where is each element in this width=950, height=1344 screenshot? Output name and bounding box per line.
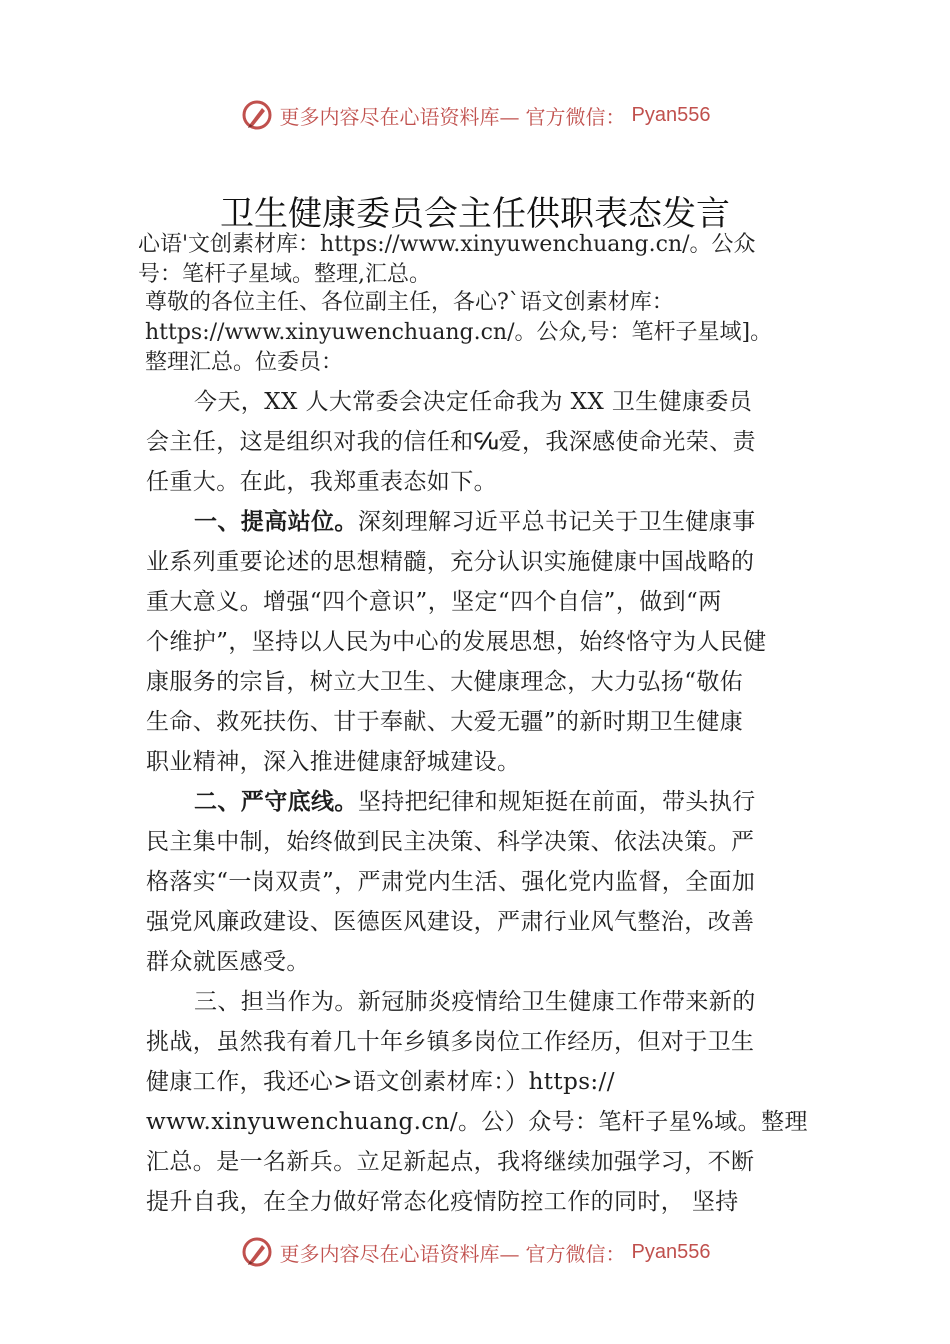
source-note-line: 号：笔杆子星域。整理,汇总。 xyxy=(138,262,431,287)
source-note xyxy=(138,230,756,290)
text-segment: 深刻理解习近平总书记关于卫生健康事 xyxy=(357,509,756,535)
text-line: 会主任，这是组织对我的信任和℆爱，我深感使命光荣、责 xyxy=(146,429,756,455)
document-title: 卫生健康委员会主任供职表态发言 xyxy=(220,194,730,234)
text-line: 汇总。是一名新兵。立足新起点，我将继续加强学习，不断 xyxy=(146,1149,755,1175)
banner-text: 更多内容尽在心语资料库— xyxy=(279,1241,520,1266)
text-line: 民主集中制，始终做到民主决策、科学决策、依法决策。严 xyxy=(146,829,755,855)
text-segment: 坚持把纪律和规矩挺在前面，带头执行 xyxy=(357,789,756,815)
text-line: 生命、救死扶伤、甘于奉献、大爱无疆”的新时期卫生健康 xyxy=(146,709,744,735)
point-heading: 一、提高站位。 xyxy=(194,508,358,535)
banner-label: 官方微信： xyxy=(525,104,626,129)
text-line: 个维护”，坚持以人民为中心的发展思想，始终恪守为人民健 xyxy=(146,629,767,655)
pen-logo-icon xyxy=(240,1235,274,1269)
text-line: 业系列重要论述的思想精髓，充分认识实施健康中国战略的 xyxy=(146,549,755,575)
text-line: 三、担当作为。新冠肺炎疫情给卫生健康工作带来新的 xyxy=(194,989,756,1015)
banner-label: 官方微信： xyxy=(525,1241,626,1266)
document-body xyxy=(146,382,826,1222)
point-heading: 二、严守底线。 xyxy=(194,788,358,815)
text-line xyxy=(146,502,826,542)
text-line: 格落实“一岗双责”，严肃党内生活、强化党内监督，全面加 xyxy=(146,869,756,895)
text-line: 康服务的宗旨，树立大卫生、大健康理念，大力弘扬“敬佑 xyxy=(146,669,744,695)
text-line: 提升自我，在全力做好常态化疫情防控工作的同时， 坚持 xyxy=(146,1189,739,1215)
salutation-line: 尊敬的各位主任、各位副主任，各心?`语文创素材库： xyxy=(145,290,674,315)
paragraph-point-1 xyxy=(146,502,826,782)
source-note-line: 心语'文创素材库：https://www.xinyuwenchuang.cn/。公众 xyxy=(138,232,756,257)
paragraph-intro xyxy=(146,382,826,502)
banner-text: 更多内容尽在心语资料库— xyxy=(279,104,520,129)
text-line: 健康工作，我还心>语文创素材库：）https:// xyxy=(146,1069,615,1095)
pen-logo-icon xyxy=(240,98,274,132)
text-line: 任重大。在此，我郑重表态如下。 xyxy=(146,469,497,495)
header-watermark-banner xyxy=(0,95,950,135)
text-line: 今天，XX 人大常委会决定任命我为 XX 卫生健康委员 xyxy=(194,389,753,415)
salutation-line: https://www.xinyuwenchuang.cn/。公众,号：笔杆子星域]。 xyxy=(145,320,773,345)
text-line: 重大意义。增强“四个意识”，坚定“四个自信”，做到“两 xyxy=(146,589,722,615)
text-line: 强党风廉政建设、医德医风建设，严肃行业风气整治，改善 xyxy=(146,909,755,935)
footer-watermark-banner xyxy=(0,1232,950,1272)
text-line: 职业精神，深入推进健康舒城建设。 xyxy=(146,749,521,775)
banner-wechat-id: Pyan556 xyxy=(631,1240,711,1263)
text-line: 群众就医感受。 xyxy=(146,949,310,975)
paragraph-point-2 xyxy=(146,782,826,982)
text-line: www.xinyuwenchuang.cn/。公）众号：笔杆子星%域。整理 xyxy=(146,1109,808,1135)
paragraph-point-3 xyxy=(146,982,826,1222)
banner-wechat-id: Pyan556 xyxy=(631,103,711,126)
text-line: 挑战，虽然我有着几十年乡镇多岗位工作经历，但对于卫生 xyxy=(146,1029,755,1055)
text-line xyxy=(146,782,826,822)
salutation xyxy=(145,288,772,378)
salutation-line: 整理汇总。位委员： xyxy=(145,350,344,375)
